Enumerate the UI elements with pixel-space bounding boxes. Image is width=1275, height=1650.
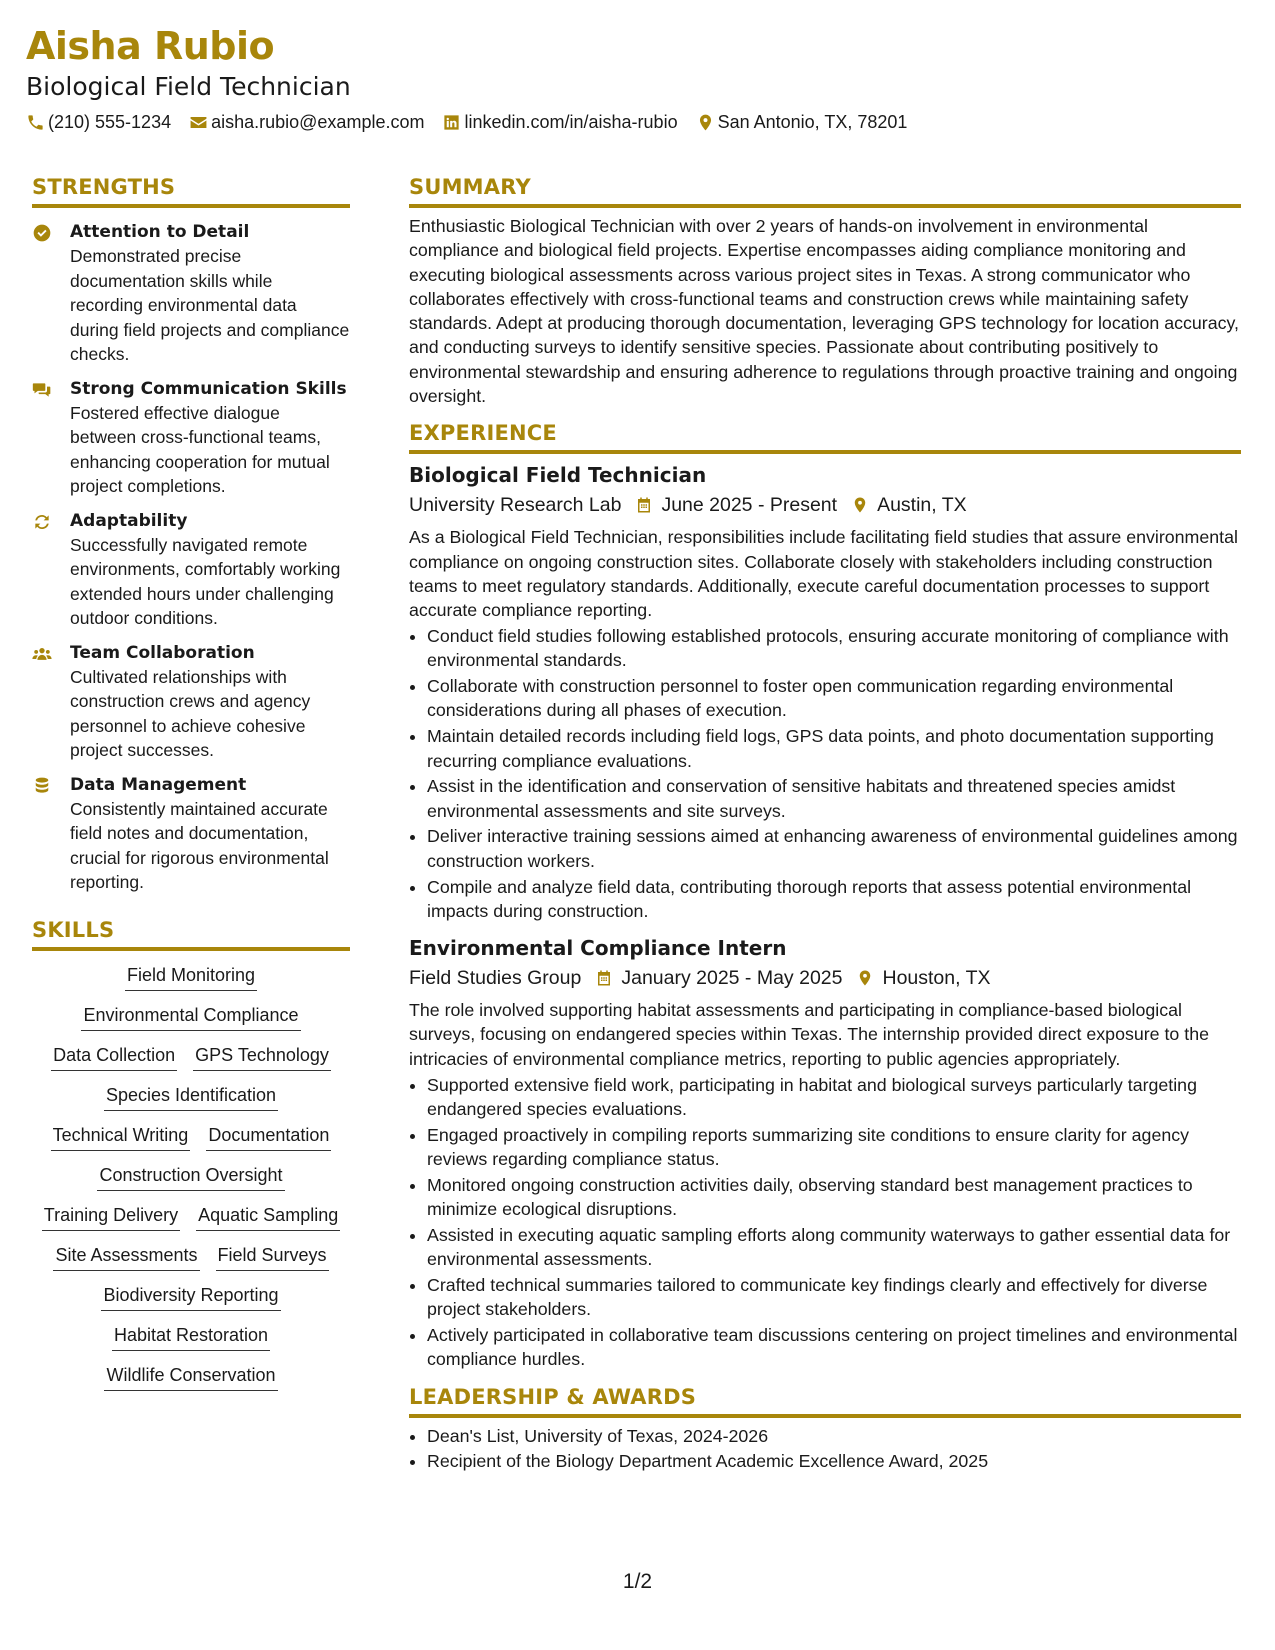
strength-title: Data Management (70, 774, 247, 795)
users-icon (32, 644, 52, 664)
job-location: Houston, TX (882, 967, 991, 990)
contact-location (696, 110, 908, 134)
map-pin-icon (856, 969, 874, 987)
resume-header (26, 22, 1246, 134)
leadership-heading: LEADERSHIP & AWARDS (409, 1382, 1241, 1418)
list-item: • Collaborate with construction personnel to foster open communication regarding environmental considerations during all phases of execution. (427, 674, 1241, 723)
list-item: • Assist in the identification and conservation of sensitive habitats and threatened species amidst environmental assessments and site surveys. (427, 774, 1241, 823)
job-entry (409, 460, 1241, 923)
strength-item (32, 509, 350, 631)
list-item: • Assisted in executing aquatic sampling efforts along community waterways to gather essential data for environmental assessments. (427, 1223, 1241, 1272)
list-item: • Dean's List, University of Texas, 2024-2026 (427, 1424, 1241, 1448)
strength-desc: Demonstrated precise documentation skills while recording environmental data during field projects and compliance checks. (70, 246, 350, 364)
job-bullets (409, 1073, 1241, 1372)
strengths-heading: STRENGTHS (32, 172, 350, 208)
job-title: Biological Field Technician (409, 463, 707, 488)
list-item: • Actively participated in collaborative team discussions centering on project timelines and environmental compliance hurdles. (427, 1323, 1241, 1372)
strength-item (32, 641, 350, 763)
location-text: San Antonio, TX, 78201 (717, 112, 908, 132)
summary-heading: SUMMARY (409, 172, 1241, 208)
job-description: The role involved supporting habitat assessments and participating in compliance-based biological surveys, focusing on endangered species within Texas. The internship provided direct exposure to the intricacies of environmental compliance metrics, reporting to public agencies appropriately. (409, 1000, 1209, 1069)
skill-tag: Site Assessments (53, 1242, 199, 1271)
strength-title: Strong Communication Skills (70, 378, 347, 399)
list-item: • Engaged proactively in compiling reports summarizing site conditions to ensure clarity for agency reviews regarding compliance status. (427, 1123, 1241, 1172)
job-title: Environmental Compliance Intern (409, 936, 787, 961)
skill-tag: Documentation (206, 1122, 331, 1151)
linkedin-icon (442, 113, 461, 132)
list-item: • Monitored ongoing construction activities daily, observing standard best management practices to minimize ecological disruptions. (427, 1173, 1241, 1222)
skills-heading: SKILLS (32, 915, 350, 951)
skill-tag: Aquatic Sampling (196, 1202, 340, 1231)
strength-desc: Successfully navigated remote environments, comfortably working extended hours under challenging outdoor conditions. (70, 534, 341, 628)
linkedin-text[interactable]: linkedin.com/in/aisha-rubio (464, 112, 678, 132)
strength-title: Adaptability (70, 510, 188, 531)
contact-linkedin[interactable] (442, 110, 677, 134)
candidate-title: Biological Field Technician (26, 72, 351, 101)
experience-heading: EXPERIENCE (409, 418, 1241, 454)
job-entry (409, 933, 1241, 1371)
phone-icon (26, 113, 45, 132)
check-circle-icon (32, 223, 52, 243)
email-text[interactable]: aisha.rubio@example.com (211, 112, 425, 132)
strength-title: Attention to Detail (70, 222, 250, 242)
strength-desc: Fostered effective dialogue between cross-functional teams, enhancing cooperation for mutual project completions. (70, 402, 330, 496)
skill-tag: Construction Oversight (97, 1162, 284, 1191)
refresh-icon (32, 512, 52, 532)
calendar-icon (635, 496, 653, 514)
skill-tag: Biodiversity Reporting (101, 1282, 280, 1311)
candidate-name: Aisha Rubio (26, 24, 275, 68)
list-item: • Compile and analyze field data, contributing thorough reports that assess potential environmental impacts during construction. (427, 875, 1241, 924)
phone-text: (210) 555-1234 (48, 112, 172, 132)
envelope-icon (189, 113, 208, 132)
job-company: University Research Lab (409, 494, 622, 517)
skill-tag: Habitat Restoration (112, 1322, 270, 1351)
strength-item (32, 377, 350, 499)
leadership-list (409, 1424, 1241, 1474)
skill-tag: Wildlife Conservation (104, 1362, 277, 1391)
calendar-icon (595, 969, 613, 987)
list-item: • Crafted technical summaries tailored to communicate key findings clearly and effectively for diverse project stakeholders. (427, 1273, 1241, 1322)
job-dates: January 2025 - May 2025 (621, 967, 843, 990)
comments-icon (32, 380, 52, 400)
job-meta (409, 490, 1241, 520)
page-number: 1/2 (622, 1570, 653, 1593)
strength-item (32, 773, 350, 895)
job-meta (409, 963, 1241, 993)
skills-list (32, 962, 350, 1391)
list-item: • Supported extensive field work, participating in habitat and biological surveys particularly targeting endangered species evaluations. (427, 1073, 1241, 1122)
strength-title: Team Collaboration (70, 642, 255, 663)
contact-bar (26, 110, 1246, 134)
left-column (32, 172, 350, 1391)
job-location: Austin, TX (877, 494, 967, 517)
skill-tag: Species Identification (104, 1082, 278, 1111)
skill-tag: Environmental Compliance (81, 1002, 300, 1031)
job-description: As a Biological Field Technician, responsibilities include facilitating field studies that assure environmental compliance on ongoing construction sites. Collaborate closely with stakeholders including construction teams to meet regulatory standards. Additionally, execute careful documentation processes to support accurate compliance reporting. (409, 527, 1238, 621)
skill-tag: Data Collection (51, 1042, 177, 1071)
contact-phone (26, 110, 171, 134)
map-pin-icon (851, 496, 869, 514)
strength-desc: Cultivated relationships with construction crews and agency personnel to achieve cohesive project successes. (70, 666, 311, 760)
job-bullets (409, 624, 1241, 923)
job-dates: June 2025 - Present (661, 494, 838, 517)
skill-tag: Field Monitoring (125, 962, 257, 991)
job-company: Field Studies Group (409, 967, 582, 990)
map-pin-icon (696, 113, 715, 132)
right-column (409, 172, 1241, 1474)
skill-tag: Training Delivery (42, 1202, 180, 1231)
list-item: • Deliver interactive training sessions aimed at enhancing awareness of environmental guidelines among construction workers. (427, 824, 1241, 873)
list-item: • Maintain detailed records including field logs, GPS data points, and photo documentation supporting recurring compliance evaluations. (427, 724, 1241, 773)
list-item: • Conduct field studies following established protocols, ensuring accurate monitoring of compliance with environmental standards. (427, 624, 1241, 673)
strength-desc: Consistently maintained accurate field notes and documentation, crucial for rigorous environmental reporting. (70, 798, 329, 892)
summary-text: Enthusiastic Biological Technician with over 2 years of hands-on involvement in environmental compliance and biological field projects. Expertise encompasses aiding compliance monitoring and executing biological assessments across various project sites in Texas. A strong communicator who collaborates effectively with cross-functional teams and construction crews while maintaining safety standards. Adept at producing thorough documentation, leveraging GPS technology for location accuracy, and conducting surveys to identify sensitive species. Passionate about contributing positively to environmental stewardship and ensuring adherence to regulations through proactive training and ongoing oversight. (409, 216, 1239, 407)
skill-tag: Field Surveys (216, 1242, 329, 1271)
contact-email[interactable] (189, 110, 424, 134)
strength-item (32, 220, 350, 367)
list-item: • Recipient of the Biology Department Academic Excellence Award, 2025 (427, 1449, 1241, 1473)
skill-tag: GPS Technology (193, 1042, 331, 1071)
database-icon (32, 776, 52, 796)
skill-tag: Technical Writing (51, 1122, 191, 1151)
